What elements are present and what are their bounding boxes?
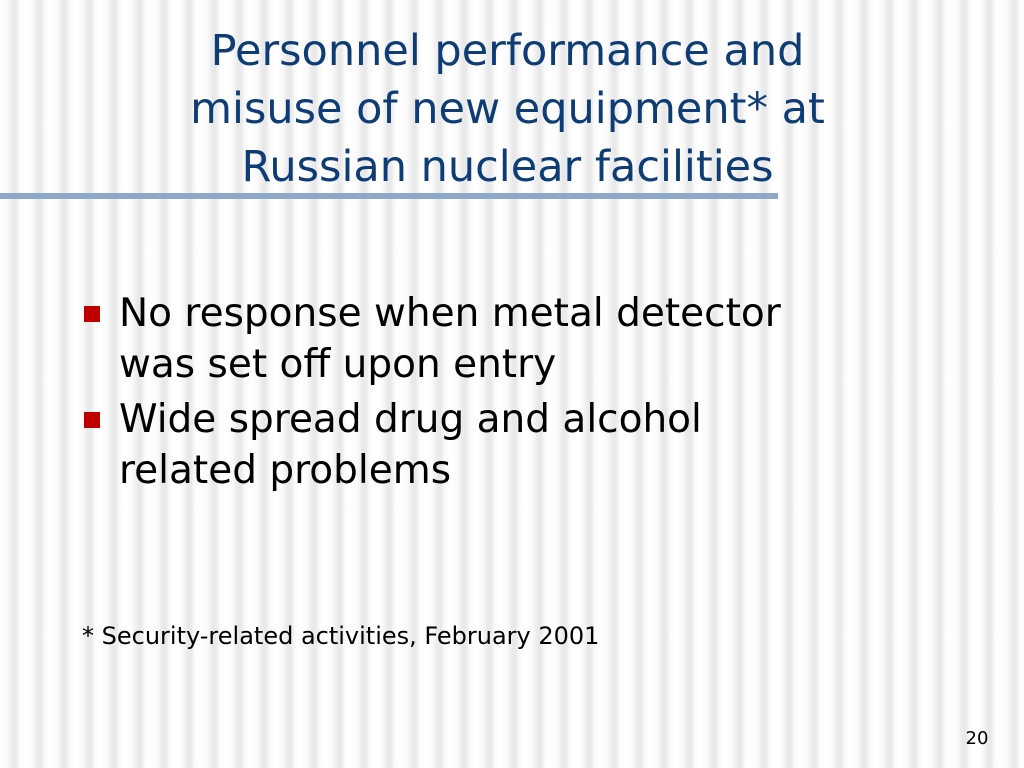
bullet-text-line: No response when metal detector	[119, 291, 781, 336]
red-square-bullet-icon	[84, 412, 100, 428]
bullet-item	[82, 394, 922, 496]
slide-title-line: misuse of new equipment* at	[190, 84, 825, 134]
slide-page-number: 20	[965, 728, 989, 749]
title-divider	[0, 193, 778, 199]
red-square-bullet-icon	[84, 306, 100, 322]
bullet-item	[82, 288, 922, 390]
slide-title-line: Personnel performance and	[210, 26, 805, 76]
bullet-list	[82, 288, 922, 500]
bullet-text-line: Wide spread drug and alcohol	[119, 397, 702, 442]
slide-footnote: * Security-related activities, February 2001	[82, 622, 600, 650]
slide-title-line: Russian nuclear facilities	[241, 142, 774, 192]
bullet-text-line: was set off upon entry	[119, 342, 557, 387]
slide-title	[60, 22, 955, 196]
bullet-text-line: related problems	[119, 448, 452, 493]
